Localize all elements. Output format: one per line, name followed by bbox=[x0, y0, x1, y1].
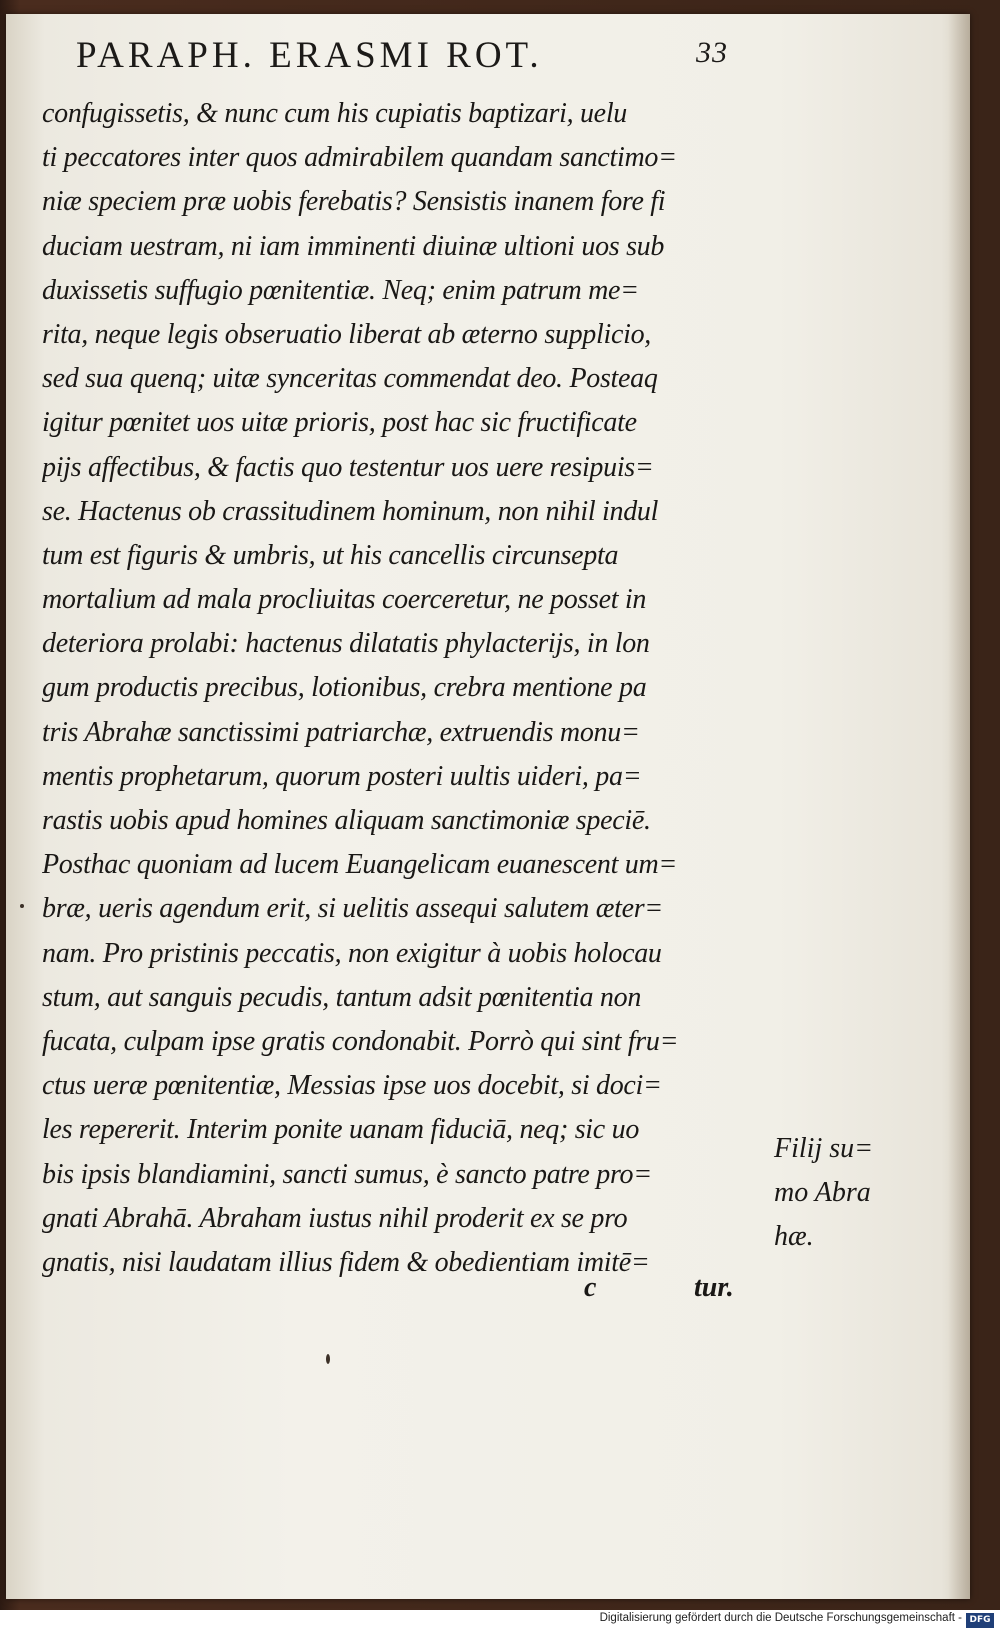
text-line: bræ, ueris agendum erit, si uelitis assequi salutem æter= bbox=[42, 893, 663, 925]
book-page bbox=[6, 14, 970, 1599]
text-line: niæ speciem præ uobis ferebatis? Sensistis inanem fore fi bbox=[42, 186, 666, 218]
signature-mark: c bbox=[584, 1272, 597, 1303]
text-line: deteriora prolabi: hactenus dilatatis phylacterijs, in lon bbox=[42, 628, 650, 660]
text-line: les repererit. Interim ponite uanam fiduciā, neq; sic uo bbox=[42, 1114, 640, 1146]
marginal-note bbox=[774, 1127, 884, 1260]
text-line: tum est figuris & umbris, ut his cancellis circunsepta bbox=[42, 539, 619, 571]
page-edge-shadow bbox=[948, 14, 970, 1599]
dfg-logo: DFG bbox=[966, 1613, 994, 1628]
text-line: gnatis, nisi laudatam illius fidem & obedientiam imitē= bbox=[42, 1246, 650, 1278]
text-line: mentis prophetarum, quorum posteri uultis uideri, pa= bbox=[42, 760, 642, 792]
text-line: fucata, culpam ipse gratis condonabit. Porrò qui sint fru= bbox=[42, 1025, 679, 1057]
text-line: stum, aut sanguis pecudis, tantum adsit pœnitentia non bbox=[42, 981, 642, 1013]
text-line: Posthac quoniam ad lucem Euangelicam euanescent um= bbox=[42, 849, 678, 881]
marginal-note-line: mo Abra bbox=[774, 1177, 871, 1209]
text-line: confugissetis, & nunc cum his cupiatis baptizari, uelu bbox=[42, 98, 627, 129]
page-number: 33 bbox=[696, 36, 728, 69]
running-header bbox=[76, 34, 776, 84]
text-line: sed sua quenq; uitæ synceritas commendat deo. Posteaq bbox=[42, 363, 658, 395]
text-line: gnati Abrahā. Abraham iustus nihil proderit ex se pro bbox=[42, 1202, 628, 1234]
text-line: ti peccatores inter quos admirabilem quandam sanctimo= bbox=[42, 142, 677, 174]
text-line: rita, neque legis obseruatio liberat ab æterno supplicio, bbox=[42, 318, 651, 350]
text-line: mortalium ad mala procliuitas coerceretur, ne posset in bbox=[42, 584, 647, 616]
text-line: pijs affectibus, & factis quo testentur uos uere resipuis= bbox=[42, 451, 654, 483]
text-line: gum productis precibus, lotionibus, crebra mentione pa bbox=[42, 672, 647, 704]
text-line: igitur pœnitet uos uitæ prioris, post hac sic fructificate bbox=[42, 407, 637, 439]
text-line: duxissetis suffugio pœnitentiæ. Neq; enim patrum me= bbox=[42, 274, 639, 306]
marginal-note-line: Filij su= bbox=[774, 1133, 874, 1164]
text-line: nam. Pro pristinis peccatis, non exigitur à uobis holocau bbox=[42, 937, 662, 969]
text-line: se. Hactenus ob crassitudinem hominum, non nihil indul bbox=[42, 495, 659, 527]
catchword: tur. bbox=[694, 1272, 734, 1303]
text-line: tris Abrahæ sanctissimi patriarchæ, extruendis monu= bbox=[42, 716, 640, 748]
text-line: bis ipsis blandiamini, sancti sumus, è sancto patre pro= bbox=[42, 1158, 652, 1190]
main-text-block bbox=[42, 92, 762, 1285]
marginal-note-line: hæ. bbox=[774, 1221, 814, 1253]
ink-speck bbox=[20, 904, 24, 908]
text-line: ctus ueræ pœnitentiæ, Messias ipse uos docebit, si doci= bbox=[42, 1070, 662, 1102]
funding-credit: Digitalisierung gefördert durch die Deutsche Forschungsgemeinschaft - bbox=[599, 1612, 962, 1624]
ink-speck bbox=[326, 1354, 330, 1364]
text-line: rastis uobis apud homines aliquam sanctimoniæ speciē. bbox=[42, 805, 651, 836]
text-line: duciam uestram, ni iam imminenti diuinæ ultioni uos sub bbox=[42, 230, 665, 262]
running-title: PARAPH. ERASMI ROT. bbox=[76, 35, 543, 76]
